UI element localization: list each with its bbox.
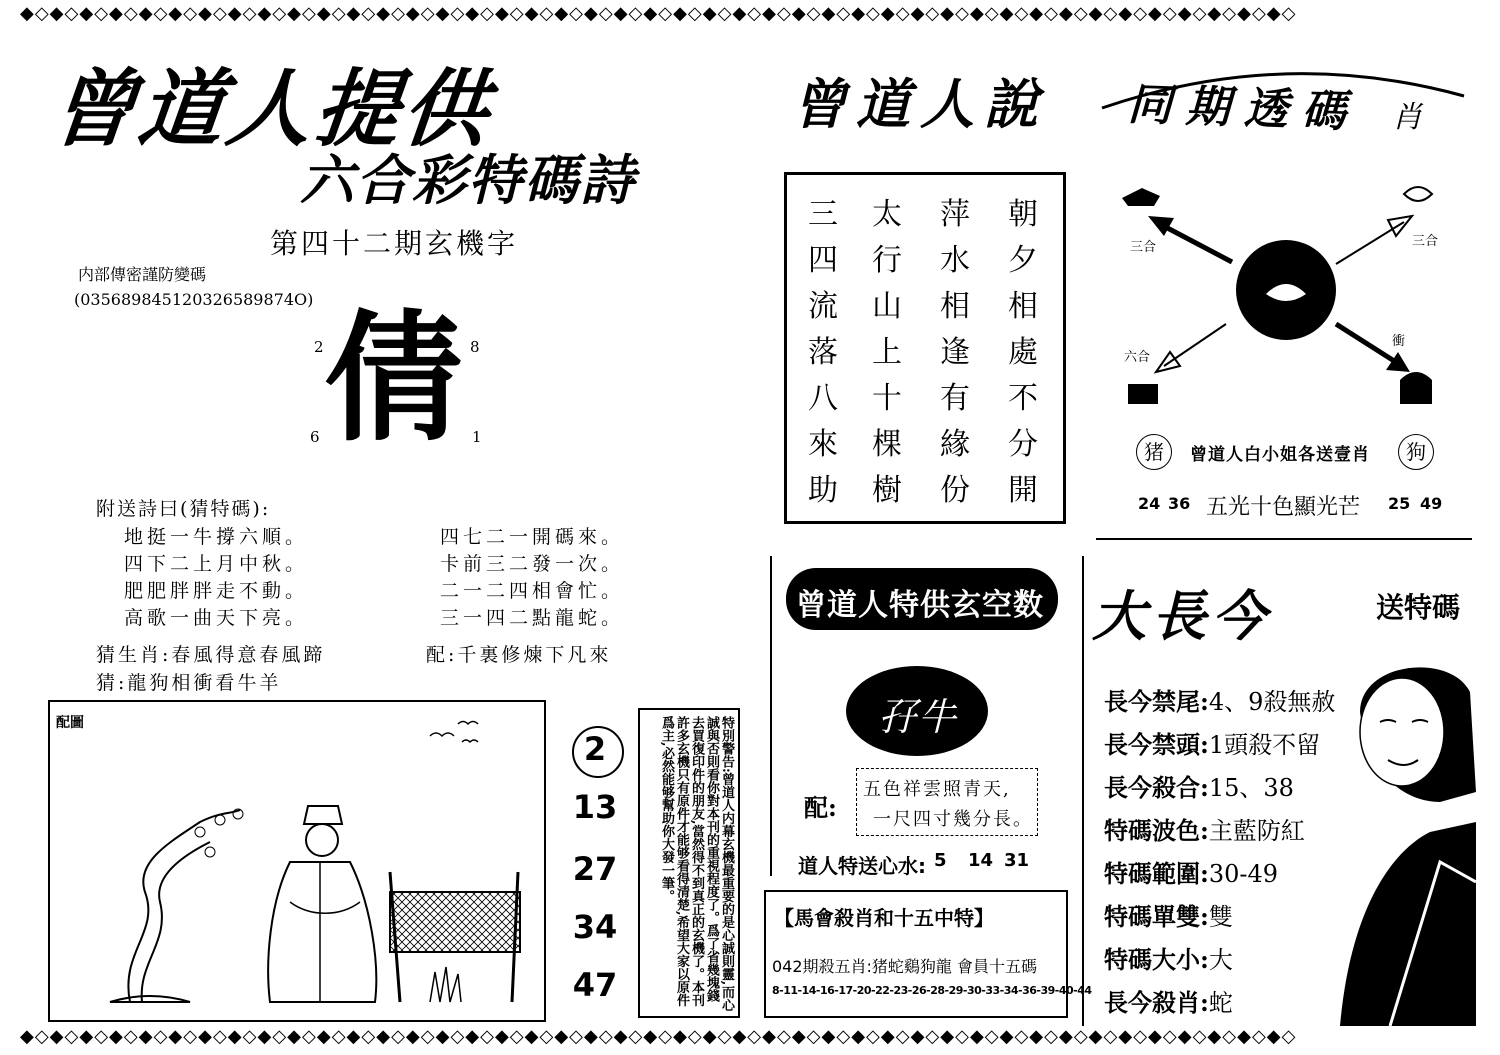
guess-line: 猜:龍狗相衝看牛羊 bbox=[96, 672, 282, 694]
changjin-top-rule bbox=[1096, 538, 1472, 540]
figure-caption: 配圖 bbox=[56, 715, 84, 731]
saying-box bbox=[784, 172, 1066, 524]
changjin-row bbox=[1104, 854, 1278, 889]
changjin-row-label: 特碼單雙: bbox=[1104, 902, 1209, 931]
saying-char: 三 bbox=[808, 197, 838, 232]
changjin-section bbox=[1082, 556, 1476, 1026]
changjin-row-label: 特碼範圍: bbox=[1104, 859, 1209, 888]
saying-char: 助 bbox=[808, 473, 838, 508]
number-item: 13 bbox=[572, 788, 618, 826]
number-column bbox=[560, 712, 630, 1018]
poem-line: 肥肥胖胖走不動。 bbox=[124, 580, 309, 602]
changjin-title-tail: 送特碼 bbox=[1376, 591, 1461, 624]
saying-char: 上 bbox=[872, 335, 902, 370]
saying-char: 來 bbox=[808, 427, 838, 462]
changjin-row-value: 30-49 bbox=[1208, 860, 1279, 888]
saying-char: 相 bbox=[1008, 289, 1038, 324]
saying-char: 分 bbox=[1008, 427, 1038, 462]
leak-num: 36 bbox=[1168, 494, 1191, 513]
horse-line: 042期殺五肖:猪蛇鷄狗龍 會員十五碼 bbox=[772, 957, 1038, 976]
top-border: ◆◇◆◇◆◇◆◇◆◇◆◇◆◇◆◇◆◇◆◇◆◇◆◇◆◇◆◇◆◇◆◇◆◇◆◇◆◇◆◇◆◇◆◇◆◇◆◇◆◇◆◇◆◇◆◇◆◇◆◇◆◇◆◇◆◇◆◇◆◇◆◇◆◇◆◇◆◇◆◇◆◇◆◇◆◇ bbox=[20, 4, 1297, 24]
leak-title-tail: 肖 bbox=[1392, 100, 1422, 135]
changjin-row-value: 15、38 bbox=[1208, 774, 1294, 802]
poem-left bbox=[124, 524, 308, 632]
label-liuhe: 六合 bbox=[1124, 350, 1151, 365]
label-chong: 衝 bbox=[1392, 334, 1406, 349]
changjin-row-label: 長今殺合: bbox=[1104, 773, 1209, 802]
heart-num: 14 bbox=[968, 850, 994, 871]
changjin-row bbox=[1104, 768, 1294, 803]
changjin-row-value: 主藍防紅 bbox=[1208, 817, 1305, 845]
figure-box bbox=[48, 700, 546, 1022]
changjin-row-value: 1頭殺不留 bbox=[1208, 731, 1321, 759]
riddle-num-tl: 2 bbox=[314, 338, 324, 356]
poem-line: 卡前三二發一次。 bbox=[440, 553, 625, 575]
saying-char: 流 bbox=[808, 289, 838, 324]
secret-note: 内部傳密謹防變碼 bbox=[78, 265, 207, 284]
changjin-title: 大長今 bbox=[1092, 584, 1272, 648]
changjin-row-label: 長今殺肖: bbox=[1104, 988, 1209, 1017]
changjin-row-label: 長今禁頭: bbox=[1104, 730, 1209, 759]
zodiac-diagram-icon bbox=[1104, 166, 1464, 426]
changjin-row bbox=[1104, 725, 1320, 760]
changjin-row bbox=[1104, 897, 1233, 932]
warning-box bbox=[638, 708, 740, 1018]
saying-char: 萍 bbox=[940, 197, 970, 232]
leak-num: 49 bbox=[1420, 494, 1443, 513]
xuankong-section bbox=[770, 556, 1072, 876]
riddle-num-br: 1 bbox=[472, 428, 482, 446]
issue-title: 第四十二期玄機字 bbox=[270, 227, 519, 260]
poem-line: 四七二一開碼來。 bbox=[440, 526, 625, 548]
label-sanhe-left: 三合 bbox=[1130, 240, 1157, 255]
changjin-row bbox=[1104, 811, 1305, 846]
riddle-block bbox=[288, 300, 508, 460]
figure-illustration-icon bbox=[50, 702, 544, 1020]
heart-label: 道人特送心水: bbox=[798, 854, 926, 878]
changjin-row-label: 特碼波色: bbox=[1104, 816, 1209, 845]
saying-char: 水 bbox=[940, 243, 970, 278]
saying-char: 四 bbox=[808, 243, 838, 278]
horse-numbers: 8-11-14-16-17-20-22-23-26-28-29-30-33-34-36-39-40-44 bbox=[772, 984, 1092, 997]
poem-intro: 附送詩曰(猜特碼): bbox=[96, 498, 271, 520]
saying-title: 曾道人說 bbox=[792, 72, 1048, 136]
number-item: 47 bbox=[572, 966, 618, 1004]
saying-char: 處 bbox=[1008, 335, 1038, 370]
saying-char: 夕 bbox=[1008, 243, 1038, 278]
saying-char: 山 bbox=[872, 289, 902, 324]
secret-code: (035689845120326589874O) bbox=[74, 290, 314, 309]
horse-title: 【馬會殺肖和十五中特】 bbox=[774, 906, 994, 930]
saying-char: 開 bbox=[1008, 473, 1038, 508]
number-item: 27 bbox=[572, 850, 618, 888]
saying-char: 相 bbox=[940, 289, 970, 324]
changjin-row-value: 4、9殺無赦 bbox=[1208, 688, 1336, 716]
changjin-row-label: 長今禁尾: bbox=[1104, 687, 1209, 716]
changjin-row-value: 大 bbox=[1208, 946, 1233, 974]
saying-char: 朝 bbox=[1008, 197, 1038, 232]
leak-num: 25 bbox=[1388, 494, 1411, 513]
riddle-num-bl: 6 bbox=[310, 428, 320, 446]
leak-bottom-text: 五光十色顯光芒 bbox=[1206, 495, 1361, 520]
saying-char: 樹 bbox=[872, 473, 902, 508]
poem-line: 地挺一牛撐六順。 bbox=[124, 526, 309, 548]
riddle-num-tr: 8 bbox=[470, 338, 480, 356]
heart-num: 31 bbox=[1004, 850, 1030, 871]
xuankong-match-line: 一尺四寸幾分長。 bbox=[873, 809, 1033, 830]
label-sanhe-right: 三合 bbox=[1412, 234, 1439, 249]
poem-line: 三一四二點龍蛇。 bbox=[440, 607, 625, 629]
saying-char: 有 bbox=[940, 381, 970, 416]
poem-right bbox=[440, 524, 624, 632]
saying-grid bbox=[799, 189, 1051, 509]
saying-char: 棵 bbox=[872, 427, 902, 462]
saying-char: 逢 bbox=[940, 335, 970, 370]
main-title: 曾道人提供 bbox=[46, 60, 497, 158]
poem-match: 配:千裏修煉下凡來 bbox=[426, 644, 612, 666]
changjin-row bbox=[1104, 682, 1335, 717]
saying-char: 行 bbox=[872, 243, 902, 278]
changjin-row-label: 特碼大小: bbox=[1104, 945, 1209, 974]
xuankong-match-label: 配: bbox=[804, 793, 837, 822]
riddle-character: 倩 bbox=[324, 298, 465, 461]
heart-num: 5 bbox=[934, 850, 947, 871]
poem-line: 二一二四相會忙。 bbox=[440, 580, 625, 602]
changjin-row-value: 雙 bbox=[1208, 903, 1233, 931]
number-item: 34 bbox=[572, 908, 618, 946]
leak-caption: 曾道人白小姐各送壹肖 bbox=[1190, 445, 1370, 465]
warning-text: 特別警告:曾道人内幕玄機最重要的是心誠則靈,而心誠與否則看你對本刊的重視程度了。爲了省幾塊錢去買復印件的朋友,當然得不到真正的玄機了。本刊許多玄機只有原件才能够看得清楚,希望大家以原件爲主,必然能够幫助你大發一筆。 bbox=[659, 716, 734, 1012]
saying-char: 緣 bbox=[940, 427, 970, 462]
right-animal-badge: 狗 bbox=[1398, 434, 1434, 470]
horse-box bbox=[764, 890, 1092, 1018]
poem-line: 四下二上月中秋。 bbox=[124, 553, 309, 575]
saying-char: 太 bbox=[872, 197, 902, 232]
subtitle: 六合彩特碼詩 bbox=[300, 149, 636, 212]
xuankong-oval-text: 孖牛 bbox=[878, 695, 959, 739]
changjin-row bbox=[1104, 940, 1233, 975]
saying-char: 八 bbox=[808, 381, 838, 416]
leak-title: 同期透碼 bbox=[1127, 78, 1361, 139]
xuankong-match-box bbox=[856, 768, 1038, 836]
saying-char: 不 bbox=[1008, 381, 1038, 416]
saying-char: 十 bbox=[872, 381, 902, 416]
left-animal-badge: 猪 bbox=[1136, 434, 1172, 470]
xuankong-match-line: 五色祥雲照青天, bbox=[863, 779, 1011, 800]
leak-num: 24 bbox=[1138, 494, 1161, 513]
changjin-row bbox=[1104, 983, 1233, 1018]
saying-char: 落 bbox=[808, 335, 838, 370]
poem-line: 高歌一曲天下亮。 bbox=[124, 607, 309, 629]
number-item: 2 bbox=[583, 730, 607, 768]
portrait-icon bbox=[1330, 652, 1476, 1026]
xuankong-title: 曾道人特供玄空数 bbox=[796, 588, 1044, 623]
saying-char: 份 bbox=[940, 473, 970, 508]
guess-zodiac: 猜生肖:春風得意春風蹄 bbox=[96, 644, 326, 666]
bottom-border: ◆◇◆◇◆◇◆◇◆◇◆◇◆◇◆◇◆◇◆◇◆◇◆◇◆◇◆◇◆◇◆◇◆◇◆◇◆◇◆◇◆◇◆◇◆◇◆◇◆◇◆◇◆◇◆◇◆◇◆◇◆◇◆◇◆◇◆◇◆◇◆◇◆◇◆◇◆◇◆◇◆◇◆◇◆◇ bbox=[20, 1027, 1297, 1047]
changjin-row-value: 蛇 bbox=[1208, 989, 1233, 1017]
